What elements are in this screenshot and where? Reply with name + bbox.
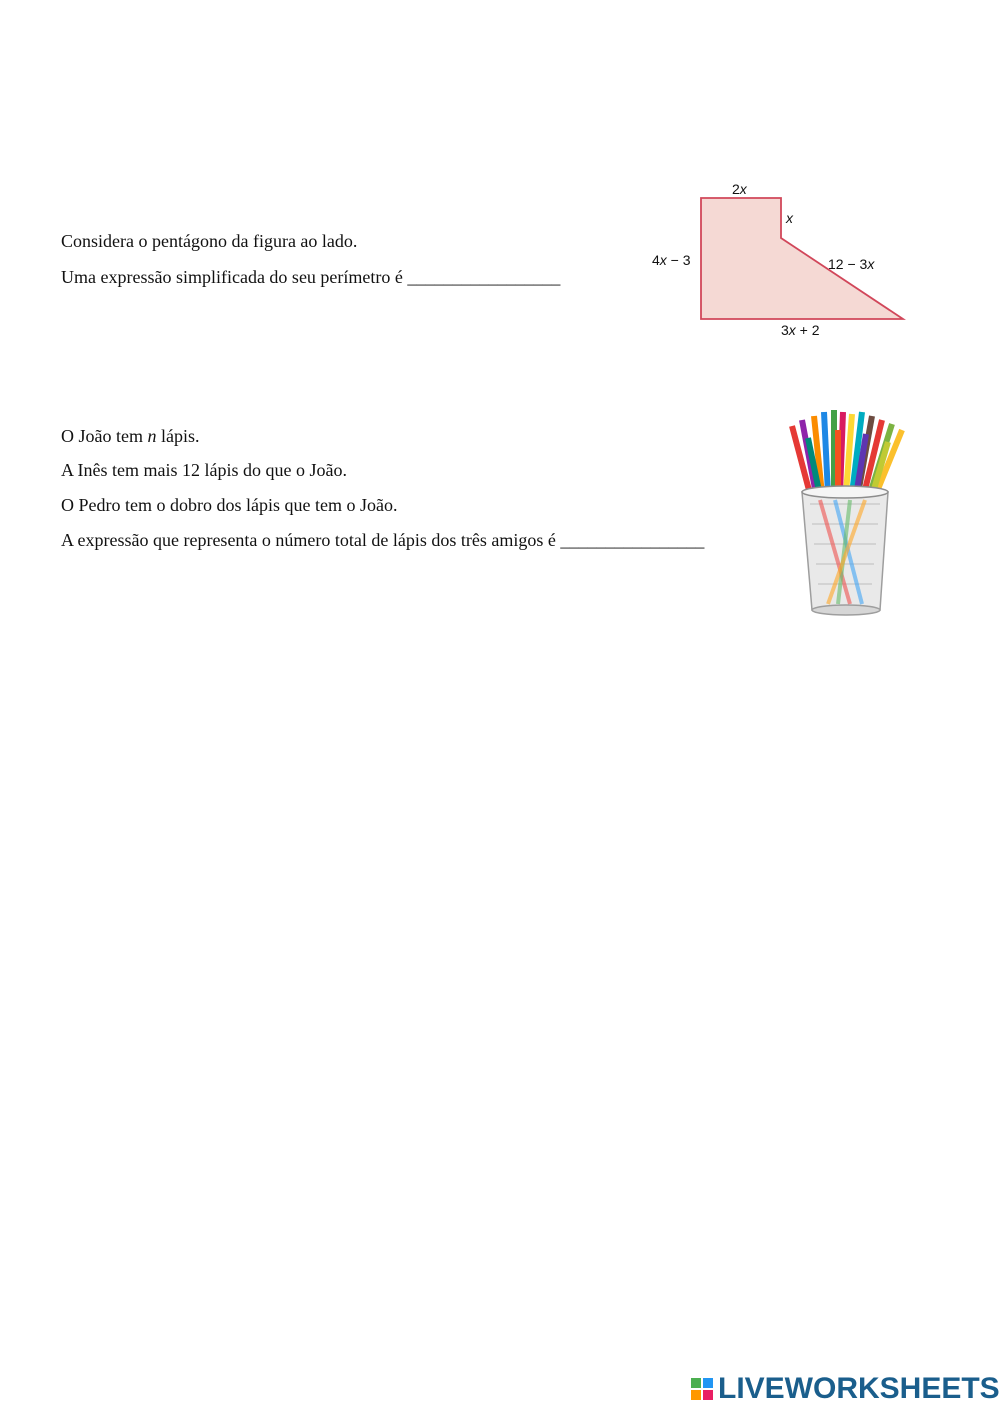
bottom-side-label: 3x + 2 [781,322,820,338]
exercise2-line4 [61,529,704,551]
exercise1-line1: Considera o pentágono da figura ao lado. [61,231,358,251]
exercise2-line1-b: lápis. [156,426,200,446]
liveworksheets-logo [690,1372,1000,1406]
notch-side-label: x [786,210,793,226]
total-pencils-answer-blank[interactable]: ________________ [560,530,705,550]
pencil-holder [802,486,888,615]
left-side-label: 4x − 3 [652,252,691,268]
pencils [792,410,902,496]
exercise2-line3: O Pedro tem o dobro dos lápis que tem o João. [61,495,398,515]
exercise1-line2 [61,266,560,288]
exercise2-line1 [61,425,199,447]
liveworksheets-logo-icon [690,1377,714,1401]
exercise2-line2: A Inês tem mais 12 lápis do que o João. [61,460,347,480]
liveworksheets-brand-text: LIVEWORKSHEETS [718,1372,1000,1405]
variable-n: n [147,426,157,446]
exercise2-line1-a: O João tem [61,426,148,446]
exercise2-line4-text: A expressão que representa o número total de lápis dos três amigos é [61,530,561,550]
exercise1-line2-text: Uma expressão simplificada do seu perímetro é [61,267,408,287]
pentagon-figure [640,174,910,344]
perimeter-answer-blank[interactable]: _________________ [407,267,561,287]
slant-side-label: 12 − 3x [828,256,875,272]
pencil-cup-image [780,404,920,624]
top-side-label: 2x [732,181,747,197]
